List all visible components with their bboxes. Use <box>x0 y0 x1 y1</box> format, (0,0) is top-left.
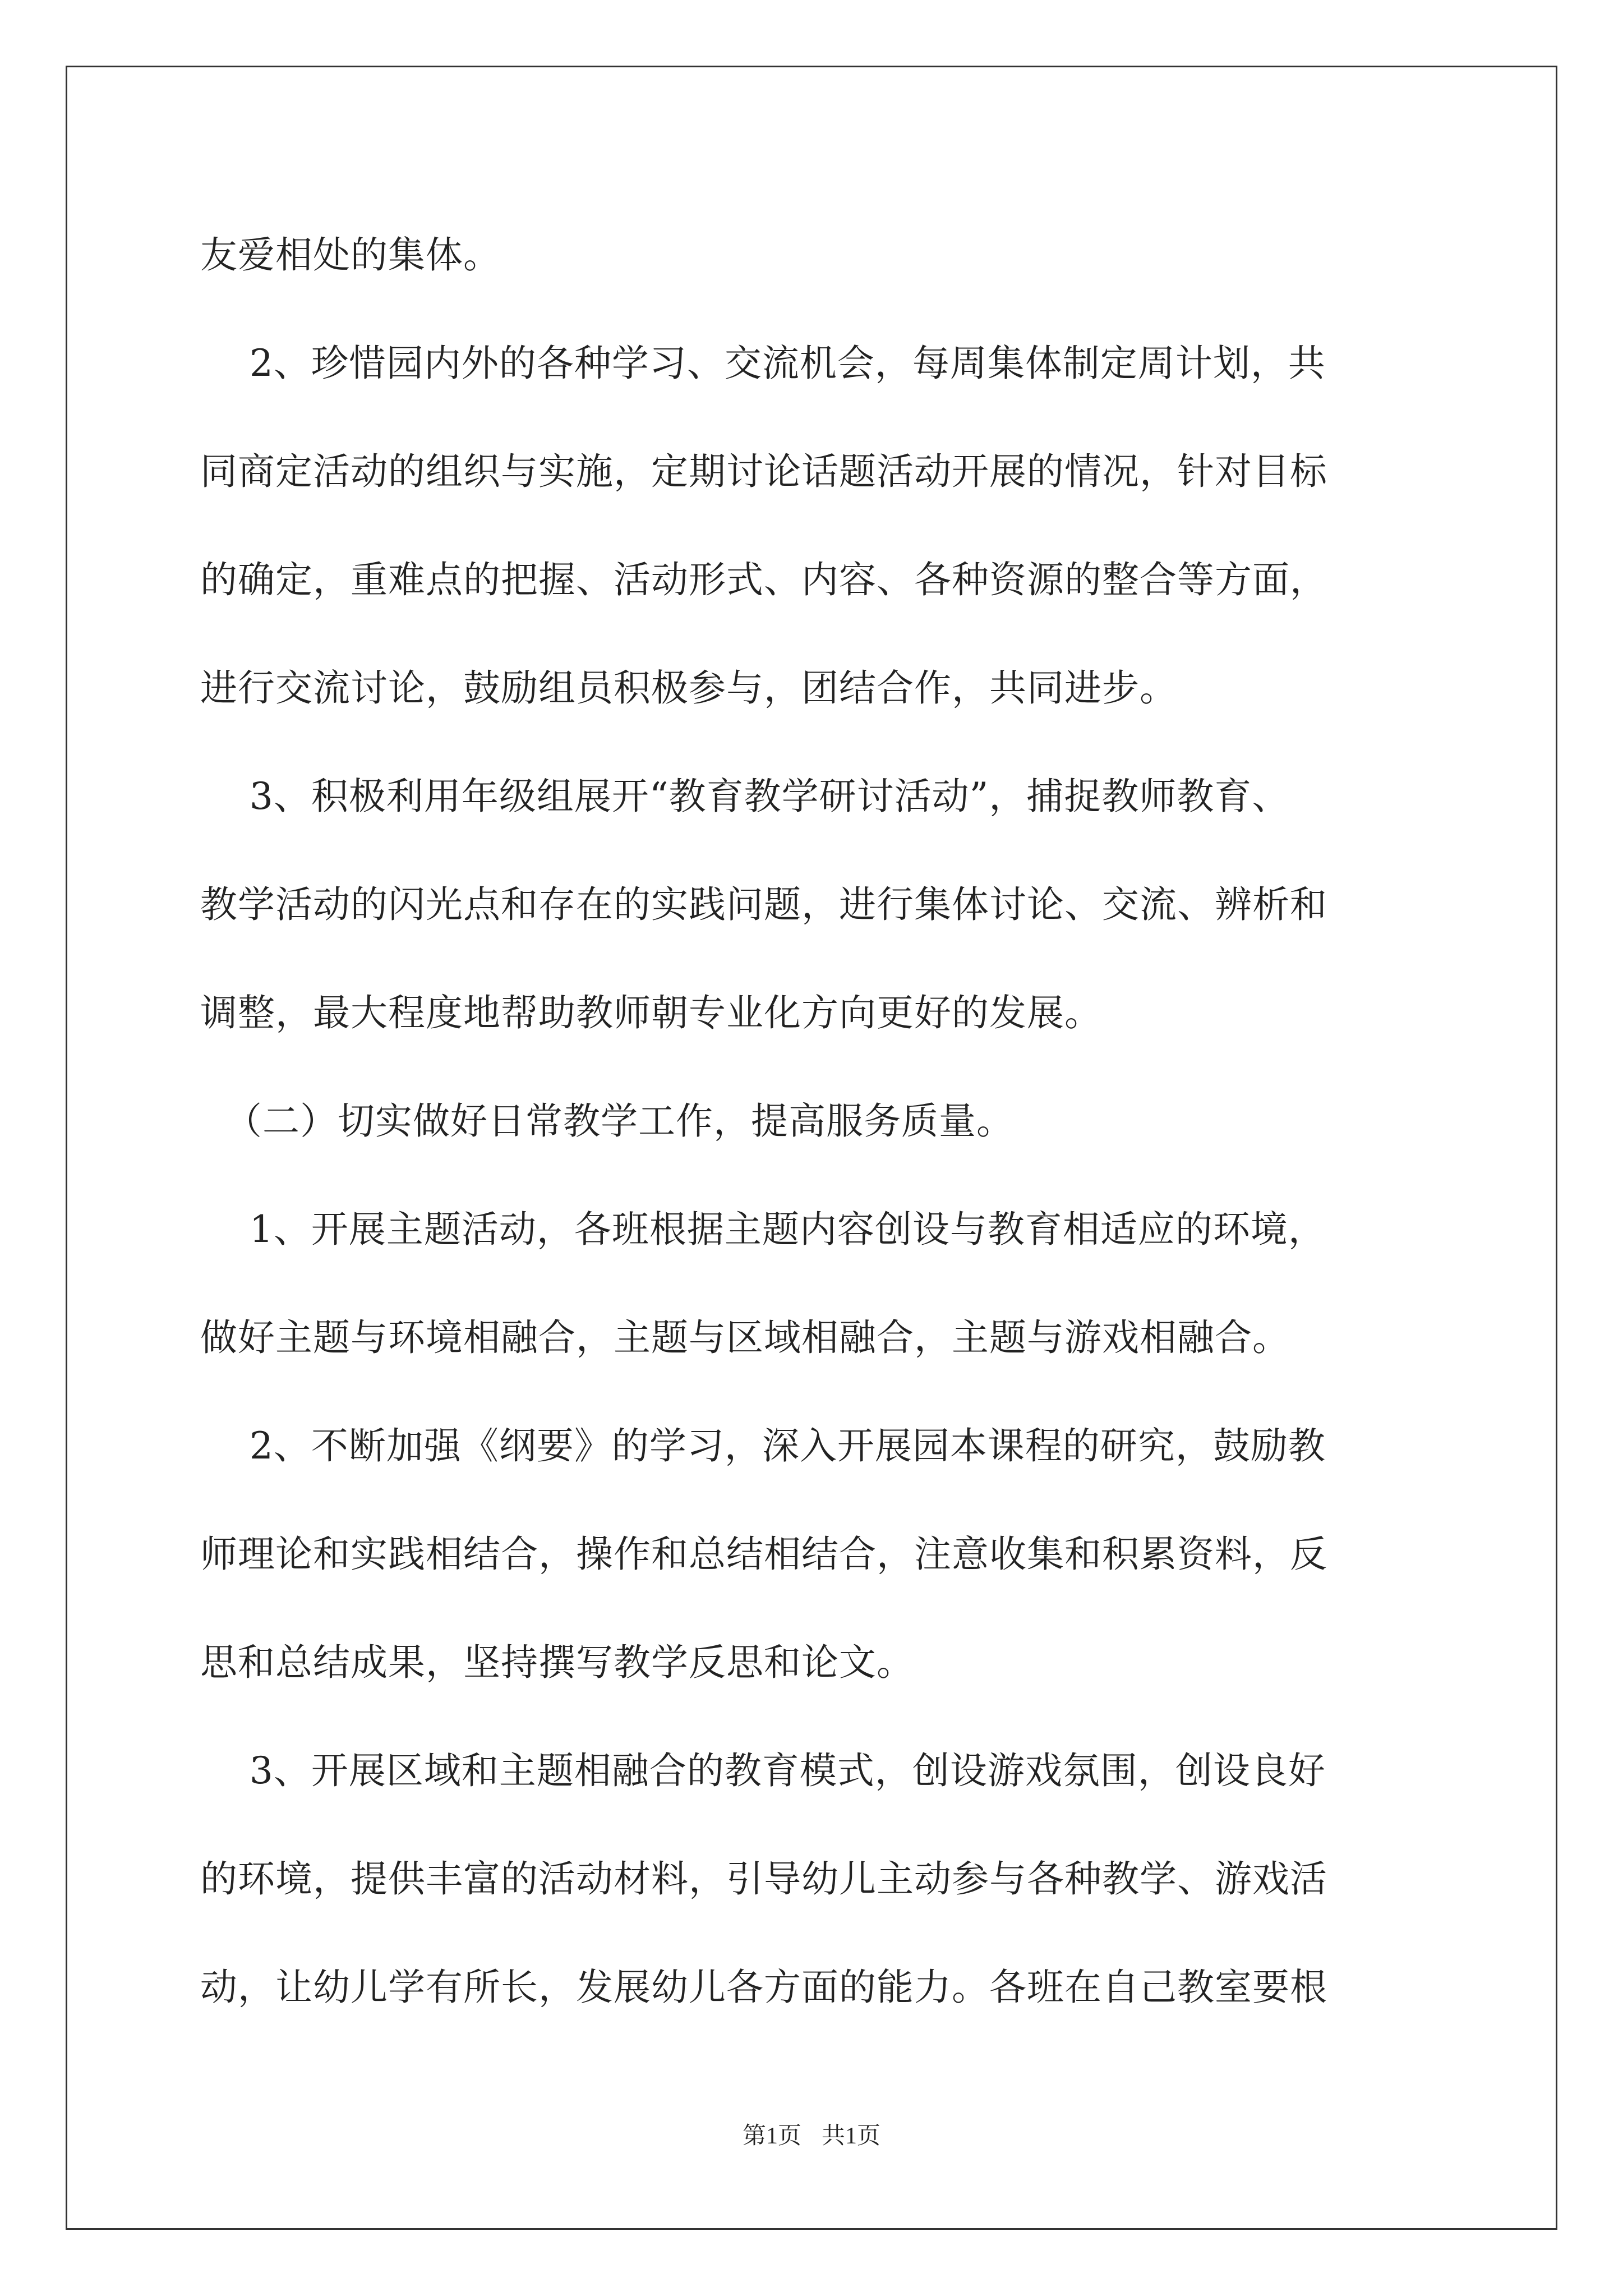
text-line: 2、珍惜园内外的各种学习、交流机会，每周集体制定周计划，共 <box>200 342 1326 385</box>
text-line: 2、不断加强《纲要》的学习，深入开展园本课程的研究，鼓励教 <box>200 1424 1326 1467</box>
text-line: 3、开展区域和主题相融合的教育模式，创设游戏氛围，创设良好 <box>200 1749 1326 1792</box>
page-number: 第1页 <box>742 2123 801 2149</box>
text-line: 的环境，提供丰富的活动材料，引导幼儿主动参与各种教学、游戏活 <box>200 1857 1327 1901</box>
text-line: 进行交流讨论，鼓励组员积极参与，团结合作，共同进步。 <box>200 666 1177 710</box>
text-line: 同商定活动的组织与实施，定期讨论话题活动开展的情况，针对目标 <box>200 450 1327 493</box>
text-line: 动，让幼儿学有所长，发展幼儿各方面的能力。各班在自己教室要根 <box>200 1966 1327 2009</box>
page-total: 共1页 <box>822 2123 881 2149</box>
page-footer <box>0 2119 1623 2153</box>
text-line: 教学活动的闪光点和存在的实践问题，进行集体讨论、交流、辨析和 <box>200 883 1327 926</box>
text-line: 师理论和实践相结合，操作和总结相结合，注意收集和积累资料，反 <box>200 1533 1327 1576</box>
section-heading: （二）切实做好日常教学工作，提高服务质量。 <box>200 1099 1014 1143</box>
text-line: 的确定，重难点的把握、活动形式、内容、各种资源的整合等方面， <box>200 558 1327 601</box>
document-body <box>200 213 1468 2054</box>
text-line: 做好主题与环境相融合，主题与区域相融合，主题与游戏相融合。 <box>200 1316 1290 1359</box>
text-line: 1、开展主题活动，各班根据主题内容创设与教育相适应的环境， <box>200 1208 1326 1251</box>
text-line: 调整，最大程度地帮助教师朝专业化方向更好的发展。 <box>200 991 1102 1034</box>
text-line: 思和总结成果，坚持撰写教学反思和论文。 <box>200 1641 914 1684</box>
text-line: 3、积极利用年级组展开“教育教学研讨活动”，捕捉教师教育、 <box>200 775 1290 818</box>
text-line: 友爱相处的集体。 <box>200 233 501 277</box>
